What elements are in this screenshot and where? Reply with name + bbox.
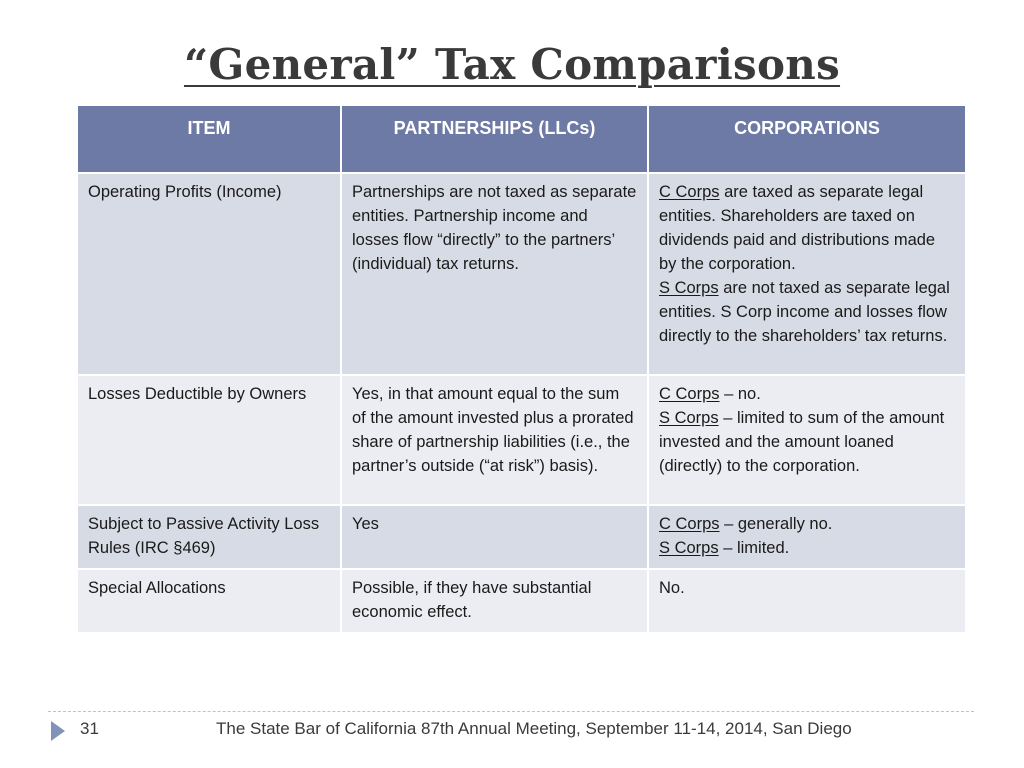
s-corps-text: are not taxed as separate legal entities. S Corp income and losses flow directly to the shareholders’ tax returns. <box>659 279 950 345</box>
partnerships-cell: Possible, if they have substantial economic effect. <box>341 569 648 633</box>
s-corps-label: S Corps <box>659 279 719 297</box>
corporations-cell <box>648 505 966 569</box>
footer-text: The State Bar of California 87th Annual Meeting, September 11-14, 2014, San Diego <box>216 719 852 738</box>
header-corporations: CORPORATIONS <box>648 105 966 173</box>
s-corps-label: S Corps <box>659 539 719 557</box>
footer-divider <box>48 711 974 712</box>
tax-comparison-table <box>76 104 967 634</box>
s-corps-text: – limited to sum of the amount invested and the amount loaned (directly) to the corporation. <box>659 409 945 475</box>
corporations-cell <box>648 173 966 375</box>
c-corps-text: – generally no. <box>719 515 833 533</box>
corporations-cell <box>648 375 966 505</box>
partnerships-cell: Yes, in that amount equal to the sum of the amount invested plus a prorated share of partnership liabilities (i.e., the partner’s outside (“at risk”) basis). <box>341 375 648 505</box>
c-corps-label: C Corps <box>659 183 720 201</box>
slide-title-container <box>0 40 1024 89</box>
slide-title: “General” Tax Comparisons <box>183 40 841 89</box>
c-corps-label: C Corps <box>659 515 720 533</box>
partnerships-cell: Partnerships are not taxed as separate entities. Partnership income and losses flow “directly” to the partners’ (individual) tax returns. <box>341 173 648 375</box>
c-corps-text: are taxed as separate legal entities. Shareholders are taxed on dividends paid and distributions made by the corporation. <box>659 183 936 273</box>
s-corps-label: S Corps <box>659 409 719 427</box>
item-cell: Subject to Passive Activity Loss Rules (IRC §469) <box>77 505 341 569</box>
slide-number: 31 <box>80 719 99 738</box>
table-row <box>77 375 966 505</box>
header-partnerships: PARTNERSHIPS (LLCs) <box>341 105 648 173</box>
c-corps-label: C Corps <box>659 385 720 403</box>
item-cell: Losses Deductible by Owners <box>77 375 341 505</box>
table-header-row <box>77 105 966 173</box>
partnerships-cell: Yes <box>341 505 648 569</box>
s-corps-text: – limited. <box>718 539 790 557</box>
item-cell: Special Allocations <box>77 569 341 633</box>
item-cell: Operating Profits (Income) <box>77 173 341 375</box>
corporations-cell: No. <box>648 569 966 633</box>
table-row <box>77 569 966 633</box>
c-corps-text: – no. <box>719 385 761 403</box>
triangle-right-icon <box>51 721 65 741</box>
header-item: ITEM <box>77 105 341 173</box>
table-row <box>77 505 966 569</box>
table-row <box>77 173 966 375</box>
